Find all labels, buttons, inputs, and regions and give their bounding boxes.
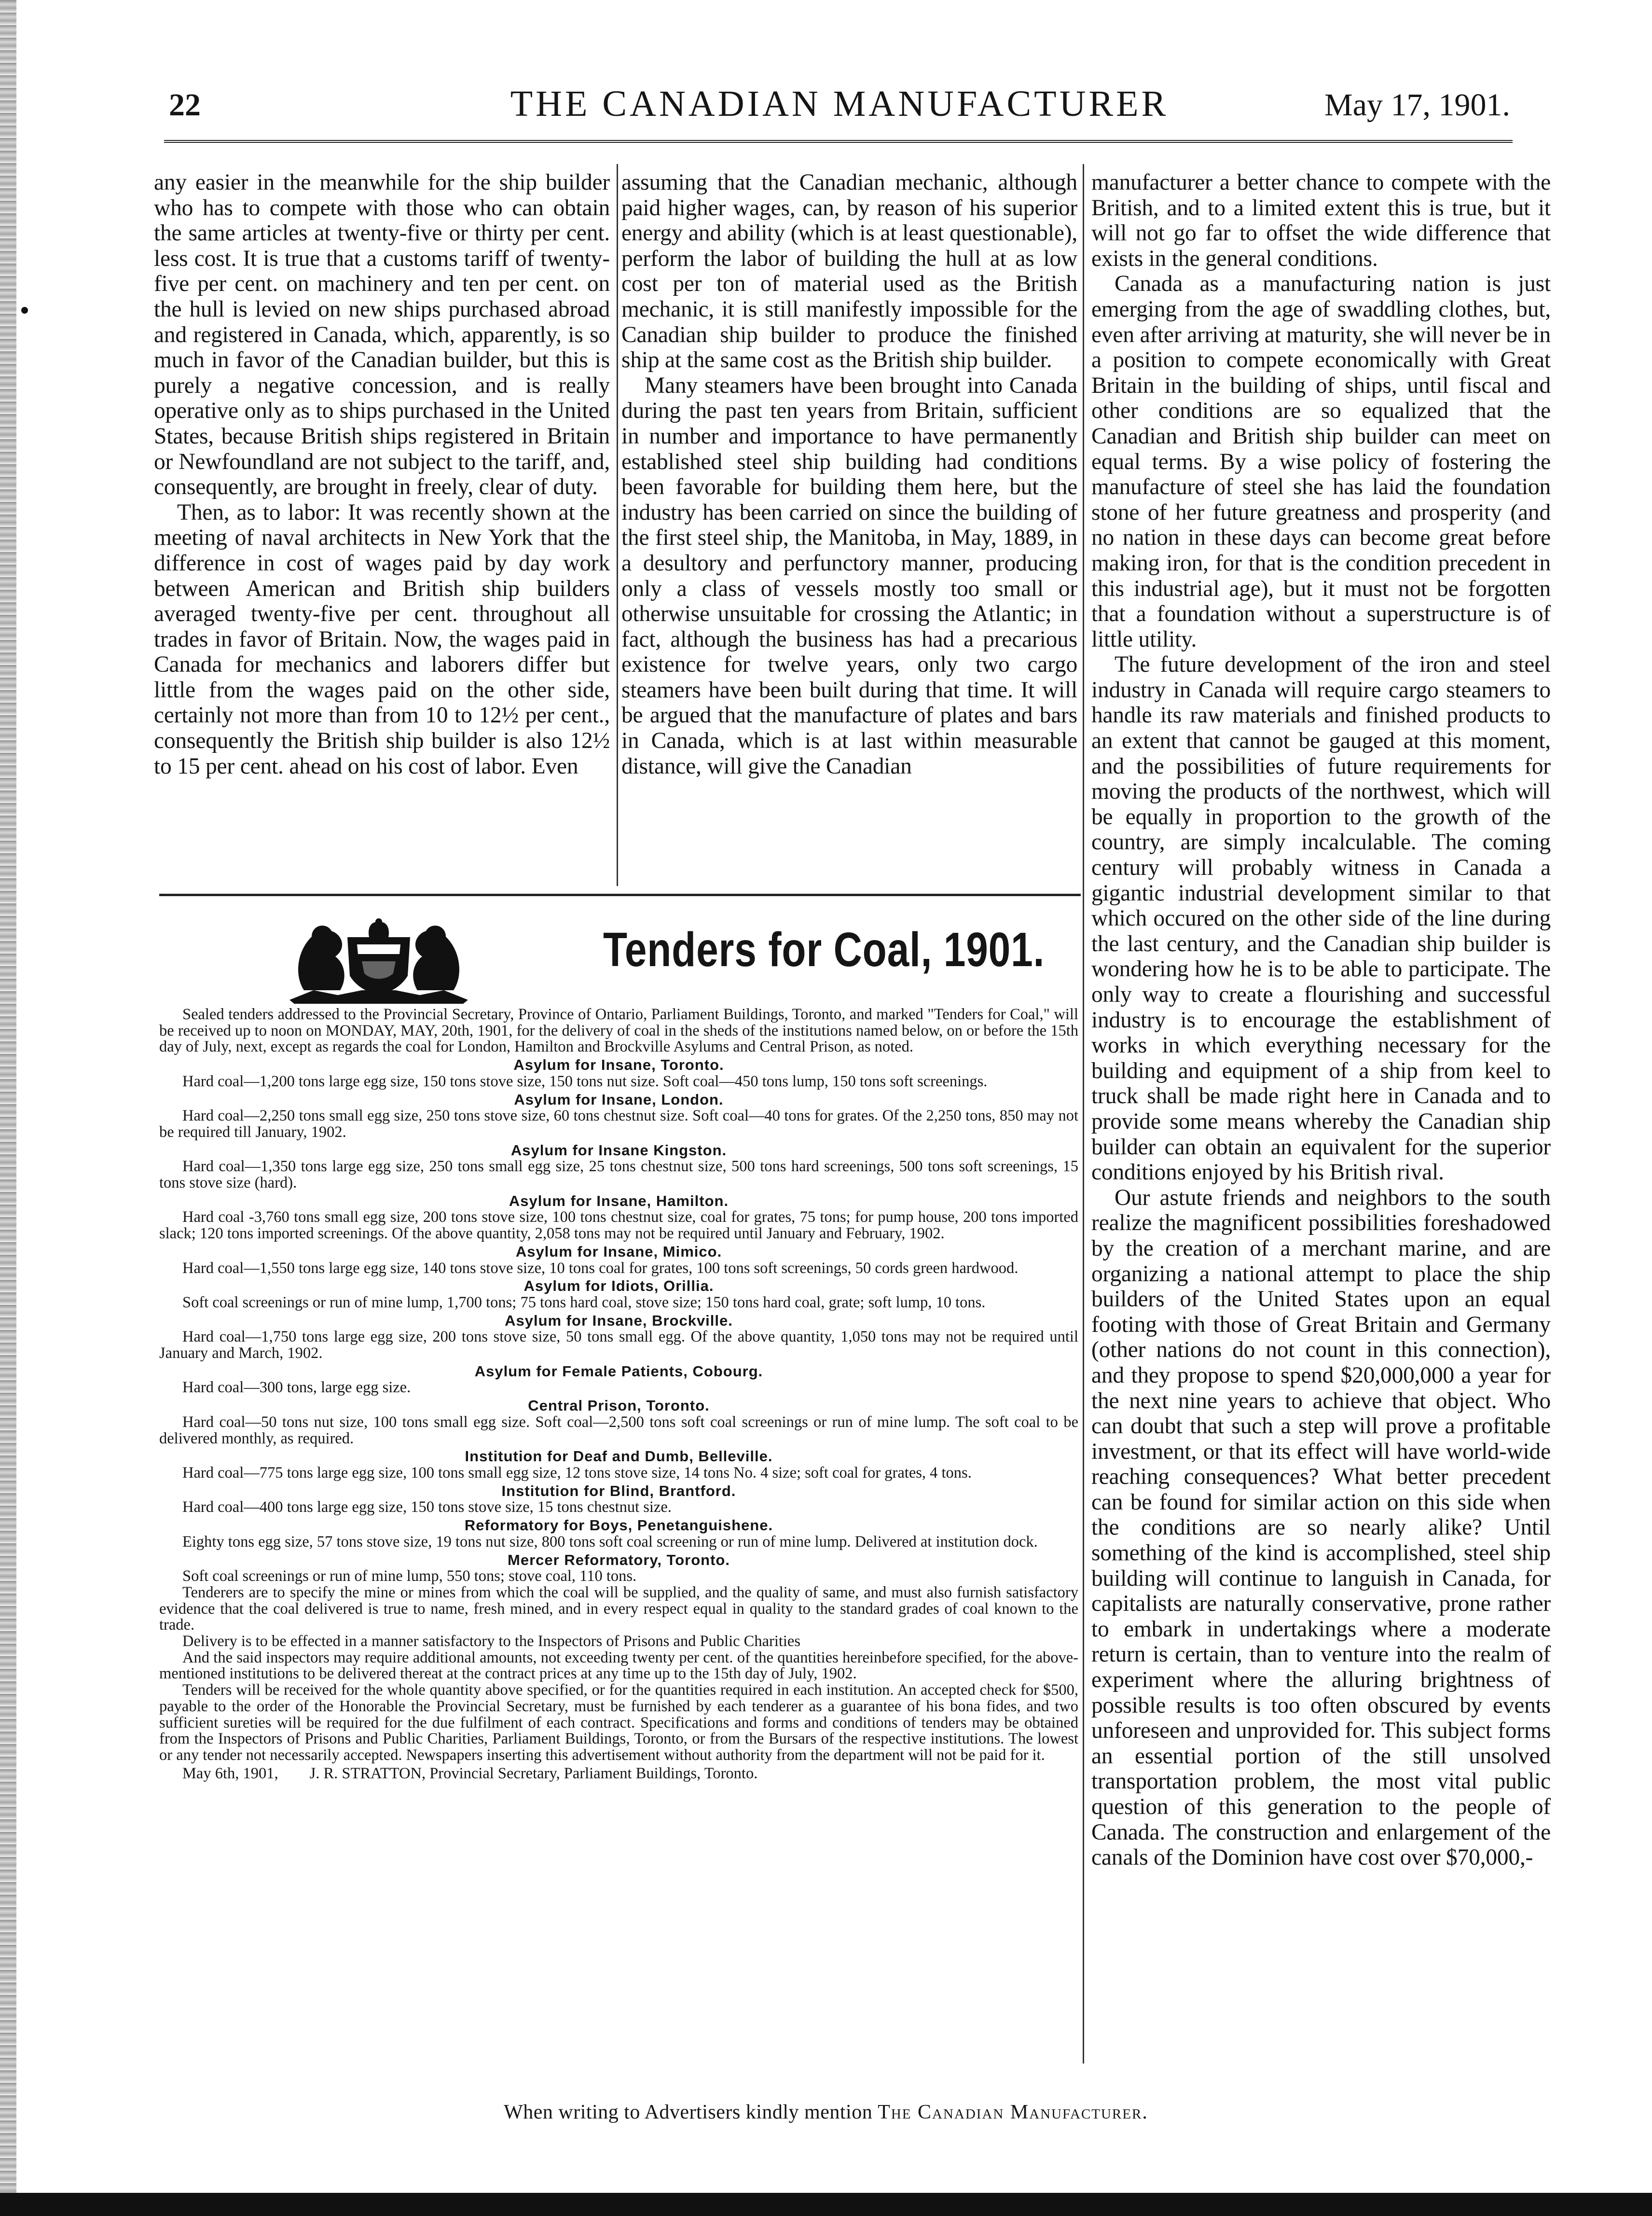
institution-heading: Reformatory for Boys, Penetanguishene.: [464, 1517, 773, 1534]
institution-heading: Asylum for Insane, London.: [514, 1091, 724, 1108]
institution-requirements: Eighty tons egg size, 57 tons stove size, 19 tons nut size, 800 tons soft coal screening or run of mine lump. Delivered at institution dock.: [182, 1533, 1038, 1551]
institution-requirements: Hard coal—775 tons large egg size, 100 tons small egg size, 12 tons stove size, 14 tons No. 4 size; soft coal for grates, 4 tons.: [182, 1464, 972, 1482]
signature-name: J. R. STRATTON, Provincial Secretary, Parliament Buildings, Toronto.: [309, 1764, 758, 1782]
institution-requirements: Hard coal—1,350 tons large egg size, 250 tons small egg size, 25 tons chestnut size, 500 tons hard screenings, 500 tons soft screenings, 15 tons stove size (hard).: [159, 1158, 1078, 1192]
institution-heading: Asylum for Insane Kingston.: [510, 1141, 727, 1159]
institution-heading: Asylum for Insane, Hamilton.: [509, 1192, 729, 1209]
institution-requirements: Hard coal—400 tons large egg size, 150 tons stove size, 15 tons chestnut size.: [182, 1498, 672, 1516]
institution-requirements: Soft coal screenings or run of mine lump, 1,700 tons; 75 tons hard coal, stove size; 150 tons hard coal, grate; soft lump, 10 tons.: [182, 1293, 986, 1311]
institution-heading: Asylum for Insane, Toronto.: [513, 1056, 724, 1074]
article-column-3: [1091, 170, 1551, 1870]
institution-requirements: Hard coal—1,750 tons large egg size, 200 tons stove size, 50 tons small egg. Of the above quantity, 1,050 tons may not be required until January and March, 1902.: [159, 1328, 1078, 1362]
paragraph: any easier in the meanwhile for the ship builder who has to compete with those who can obtain the same articles at twenty-five or thirty per cent. less cost. It is true that a customs tariff of twenty-five per cent. on machinery and ten per cent. on the hull is levied on new ships purchased abroad and registered in Canada, which, apparently, is so much in favor of the Canadian builder, but this is purely a negative concession, and is really operative only as to ships purchased in the United States, because British ships registered in Britain or Newfoundland are not subject to the tariff, and, consequently, are brought in freely, clear of duty.: [154, 170, 610, 500]
institution-requirements: Soft coal screenings or run of mine lump, 550 tons; stove coal, 110 tons.: [182, 1567, 637, 1585]
footer-magazine-name: The Canadian Manufacturer.: [878, 2101, 1148, 2123]
article-column-1: [154, 170, 610, 779]
paragraph: Our astute friends and neighbors to the south realize the magnificent possibilities foreshadowed by the creation of a merchant marine, and are organizing a national attempt to place the ship builders of the United States upon an equal footing with those of Great Britain and Germany (other nations do not count in this connection), and they propose to spend $20,000,000 a year for the next nine years to achieve that object. Who can doubt that such a step will prove a profitable investment, or that its effect will have world-wide reaching consequences? What better precedent can be found for similar action on this side when the conditions are so nearly alike? Until something of the kind is accomplished, steel ship building will continue to languish in Canada, for capitalists are naturally conservative, prone rather to embark in undertakings where a moderate return is certain, than to venture into the realm of experiment where the alluring brightness of possible results is too often obscured by events unforeseen and unprovided for. This subject forms an essential portion of the still unsolved transportation problem, the most vital public question of this generation to the people of Canada. The construction and enlargement of the canals of the Dominion have cost over $70,000,-: [1091, 1185, 1551, 1870]
institution-heading: Institution for Deaf and Dumb, Belleville.: [465, 1448, 773, 1465]
institution-heading: Asylum for Idiots, Orillia.: [523, 1277, 714, 1295]
signature-date: May 6th, 1901,: [182, 1764, 278, 1782]
institution-heading: Asylum for Insane, Mimico.: [515, 1243, 722, 1260]
column-rule: [617, 164, 618, 886]
institution-requirements: Hard coal—1,550 tons large egg size, 140 tons stove size, 10 tons coal for grates, 100 tons soft screenings, 50 cords green hardwood.: [182, 1259, 1019, 1277]
column-rule: [1083, 164, 1084, 2064]
institution-requirements: Hard coal—1,200 tons large egg size, 150 tons stove size, 150 tons nut size. Soft coal—450 tons lump, 150 tons soft screenings.: [182, 1072, 988, 1090]
coat-of-arms-icon: [285, 918, 473, 1005]
issue-date: May 17, 1901.: [1324, 87, 1510, 123]
institution-heading: Institution for Blind, Brantford.: [501, 1482, 736, 1499]
institution-requirements: Hard coal—50 tons nut size, 100 tons small egg size. Soft coal—2,500 tons soft coal screenings or run of mine lump. The soft coal to be delivered monthly, as required.: [159, 1413, 1078, 1447]
advertisement-signature: [159, 1766, 1078, 1782]
institution-requirements: Hard coal -3,760 tons small egg size, 200 tons stove size, 100 tons chestnut size, coal for grates, 75 tons; for pump house, 200 tons imported slack; 120 tons imported screenings. Of the above quantity, 2,058 tons may not be required until January and February, 1902.: [159, 1208, 1078, 1243]
scan-bottom-edge: [0, 2193, 1652, 2216]
tender-condition: And the said inspectors may require additional amounts, not exceeding twenty per cent. of the quantities hereinbefore specified, for the above-mentioned institutions to be delivered thereat at the contract prices at any time up to the 15th day of July, 1902.: [159, 1648, 1078, 1683]
tender-condition: Tenderers are to specify the mine or mines from which the coal will be supplied, and the quality of same, and must also furnish satisfactory evidence that the coal delivered is true to name, fresh mined, and in every respect equal in quality to the standard grades of coal known to the trade.: [159, 1583, 1078, 1634]
institution-heading: Asylum for Female Patients, Cobourg.: [474, 1362, 763, 1380]
page-number: 22: [169, 87, 201, 123]
advertisement-body: [159, 1007, 1078, 1782]
publication-title: THE CANADIAN MANUFACTURER: [510, 83, 1169, 124]
tenders-advertisement: [159, 900, 1078, 2064]
institution-heading: Mercer Reformatory, Toronto.: [508, 1551, 730, 1568]
paragraph: Then, as to labor: It was recently shown at the meeting of naval architects in New York that the difference in cost of wages paid by day work between American and British ship builders averaged twenty-five per cent. throughout all trades in favor of Britain. Now, the wages paid in Canada for mechanics and laborers differ but little from the wages paid on the other side, certainly not more than from 10 to 12½ per cent., consequently the British ship builder is also 12½ to 15 per cent. ahead on his cost of labor. Even: [154, 499, 610, 779]
article-column-2: [621, 170, 1077, 779]
institution-requirements: Hard coal—300 tons, large egg size.: [182, 1379, 411, 1397]
paragraph: Many steamers have been brought into Canada during the past ten years from Britain, sufficient in number and importance to have permanently established steel ship building had conditions been favorable for building them here, but the industry has been carried on since the building of the first steel ship, the Manitoba, in May, 1889, in a desultory and perfunctory manner, producing only a class of vessels mostly too small or otherwise unsuitable for crossing the Atlantic; in fact, although the business has had a precarious existence for twelve years, only two cargo steamers have been built during that time. It will be argued that the manufacture of plates and bars in Canada, which is at last within measurable distance, will give the Canadian: [621, 373, 1077, 779]
institution-heading: Asylum for Insane, Brockville.: [505, 1312, 733, 1329]
institution-requirements: Hard coal—2,250 tons small egg size, 250 tons stove size, 60 tons chestnut size. Soft coal—40 tons for grates. Of the 2,250 tons, 850 may not be required till January, 1902.: [159, 1107, 1078, 1141]
paragraph: The future development of the iron and steel industry in Canada will require cargo steamers to handle its raw materials and finished products to an extent that cannot be gauged at this moment, and the possibilities of future requirements for moving the products of the northwest, which will be equally in proportion to the growth of the country, are simply incalculable. The coming century will probably witness in Canada a gigantic industrial development similar to that which occured on the other side of the line during the last century, and the Canadian ship builder is wondering how he is to be able to participate. The only way to create a flourishing and successful industry is to encourage the establishment of works in which everything necessary for the building and equipment of a ship from keel to truck shall be made right here in Canada and to provide some means whereby the Canadian ship builder can obtain an equivalent for the superior conditions enjoyed by his British rival.: [1091, 652, 1551, 1185]
header-rule: [164, 140, 1513, 143]
tender-condition: Tenders will be received for the whole quantity above specified, or for the quantities required in each institution. An accepted check for $500, payable to the order of the Honorable the Provincial Secretary, must be furnished by each tenderer as a guarantee of his bona fides, and two sufficient sureties will be required for the due fulfilment of each contract. Specifications and forms and conditions of tenders may be obtained from the Inspectors of Prisons and Public Charities, Parliament Buildings, Toronto, or from the Bursars of the respective institutions. The lowest or any tender not necessarily accepted. Newspapers inserting this advertisement without authority from the department will not be paid for it.: [159, 1681, 1078, 1764]
page-footer: [0, 2101, 1652, 2124]
advertisement-title: Tenders for Coal, 1901.: [603, 923, 1045, 977]
advertisement-intro: Sealed tenders addressed to the Provincial Secretary, Province of Ontario, Parliament Buildings, Toronto, and marked "Tenders for Coal," will be received up to noon on MONDAY, MAY, 20th, 1901, for the delivery of coal in the sheds of the institutions named below, on or before the 15th day of July, next, except as regards the coal for London, Hamilton and Brockville Asylums and Central Prison, as noted.: [159, 1006, 1078, 1056]
tender-condition: Delivery is to be effected in a manner satisfactory to the Inspectors of Prisons and Public Charities: [182, 1633, 801, 1650]
footer-text: When writing to Advertisers kindly mention: [504, 2101, 873, 2123]
paragraph: manufacturer a better chance to compete with the British, and to a limited extent this is true, but it will not go far to offset the wide difference that exists in the general conditions.: [1091, 170, 1551, 271]
advertisement-rule: [159, 894, 1081, 896]
page-header: [169, 83, 1510, 136]
paragraph: Canada as a manufacturing nation is just emerging from the age of swaddling clothes, but, even after arriving at maturity, she will never be in a position to compete economically with Great Britain in the building of ships, until fiscal and other conditions are so equalized that the Canadian and British ship builder can meet on equal terms. By a wise policy of fostering the manufacture of steel she has laid the foundation stone of her future greatness and prosperity (and no nation in these days can become great before making iron, for that is the condition precedent in this industrial age), but it must not be forgotten that a foundation without a superstructure is of little utility.: [1091, 271, 1551, 652]
ink-speck: [21, 307, 28, 314]
paragraph: assuming that the Canadian mechanic, although paid higher wages, can, by reason of his superior energy and ability (which is at least questionable), perform the labor of building the hull at as low cost per ton of material used as the British mechanic, it is still manifestly impossible for the Canadian ship builder to produce the finished ship at the same cost as the British ship builder.: [621, 170, 1077, 373]
institution-heading: Central Prison, Toronto.: [528, 1397, 710, 1414]
scan-edge-shading: [0, 0, 16, 2216]
